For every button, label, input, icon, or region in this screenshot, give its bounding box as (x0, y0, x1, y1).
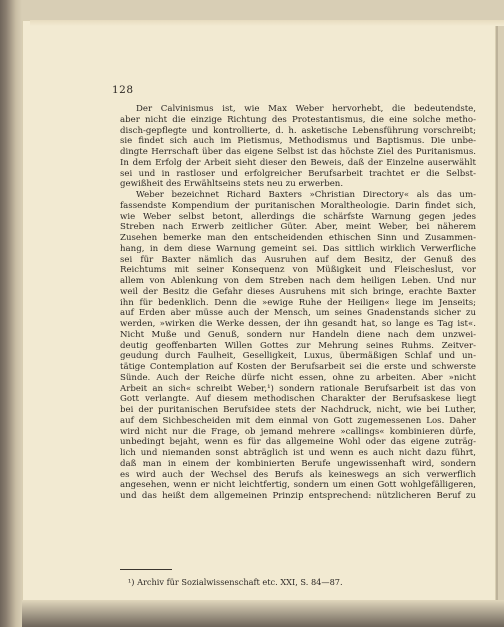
text-line: hang, in dem diese Warnung gemeint sei. Das sittlich wirklich Verwerfliche (120, 243, 476, 254)
text-line: Arbeit an sich« schreibt Weber,¹) sondern rationale Berufsarbeit ist das von (120, 383, 476, 394)
text-line: tätige Contemplation auf Kosten der Berufsarbeit sei die erste und schwerste (120, 362, 476, 372)
text-line: dingte Herrschaft über das eigene Selbst ist das höchste Ziel des Puritanismus. (120, 147, 476, 157)
text-line: fassendste Kompendium der puritanischen Moraltheologie. Darin findet sich, (120, 200, 476, 211)
text-line: auf Erden aber müsse auch der Mensch, um seines Gnadenstands sicher zu (120, 308, 476, 319)
text-line: auf dem Sichbescheiden mit dem einmal von Gott zugemessenen Los. Daher (120, 415, 476, 426)
text-line: gewißheit des Erwähltseins stets neu zu erwerben. (120, 179, 344, 190)
text-line: geudung durch Faulheit, Geselligkeit, Luxus, übermäßigen Schlaf und un- (120, 351, 476, 362)
text-line: deutig geoffenbarten Willen Gottes zur Mehrung seines Ruhms. Zeitver- (120, 340, 476, 351)
text-line: wird nicht nur die Frage, ob jemand mehrere »callings« kombinieren dürfe, (120, 426, 476, 437)
text-line: es wird auch der Wechsel des Berufs als keineswegs an sich verwerflich (120, 469, 476, 480)
text-line: Streben nach Erwerb zeitlicher Güter. Aber, meint Weber, bei näherem (120, 222, 476, 233)
text-line: Sünde. Auch der Reiche dürfe nicht essen, ohne zu arbeiten. Aber »nicht (120, 372, 476, 383)
text-line: und das heißt dem allgemeinen Prinzip entsprechend: nützlicheren Beruf zu (120, 491, 476, 501)
footnote: ¹) Archiv für Sozialwissenschaft etc. XXI, S. 84—87. (128, 577, 343, 587)
text-line: Zusehen bemerke man den entscheidenden ethischen Sinn und Zusammen- (120, 233, 476, 243)
text-line: sei für Baxter nämlich das Ausruhen auf dem Besitz, der Genuß des (120, 254, 476, 265)
text-line: disch-gepflegte und kontrollierte, d. h. asketische Lebensführung vorschreibt; (120, 125, 476, 136)
text-line: Nicht Muße und Genuß, sondern nur Handeln diene nach dem unzwei- (120, 329, 476, 340)
page-top-edge (30, 20, 504, 26)
text-line: lich und niemanden sonst abträglich ist und wenn es auch nicht dazu führt, (120, 448, 476, 458)
text-line: angesehen, wenn er nicht leichtfertig, sondern um einen Gott wohlgefälligeren, (120, 480, 476, 491)
footnote-rule (120, 569, 172, 570)
text-line: Der Calvinismus ist, wie Max Weber hervorhebt, die bedeutendste, (136, 104, 476, 114)
text-line: werden, »wirken die Werke dessen, der ihn gesandt hat, so lange es Tag ist«. (120, 319, 476, 329)
text-line: In dem Erfolg der Arbeit sieht dieser den Beweis, daß der Einzelne auserwählt (120, 157, 476, 168)
text-line: unbedingt bejaht, wenn es für das allgemeine Wohl oder das eigene zuträg- (120, 437, 476, 448)
text-line: daß man in einem der kombinierten Berufe ungewissenhaft wird, sondern (120, 458, 476, 469)
text-line: sei und in rastloser und erfolgreicher Berufsarbeit trachtet er die Selbst- (120, 168, 476, 179)
text-line: Reichtums mit seiner Konsequenz von Müßigkeit und Fleischeslust, vor (120, 265, 476, 276)
page-number: 128 (112, 84, 134, 96)
text-line: weil der Besitz die Gefahr dieses Ausruhens mit sich bringe, erachte Baxter (120, 286, 476, 297)
text-line: wie Weber selbst betont, allerdings die schärfste Warnung gegen jedes (120, 211, 476, 222)
body-text (120, 104, 476, 502)
text-line: Gott verlangte. Auf diesem methodischen Charakter der Berufsaskese liegt (120, 394, 476, 405)
text-line: Weber bezeichnet Richard Baxters »Christian Directory« als das um- (136, 190, 476, 200)
text-line: ihn für bedenklich. Denn die »ewige Ruhe der Heiligen« liege im Jenseits; (120, 297, 476, 308)
text-line: aber nicht die einzige Richtung des Protestantismus, die eine solche metho- (120, 114, 476, 125)
text-line: allem von Ablenkung von dem Streben nach dem heiligen Leben. Und nur (120, 276, 476, 286)
page-bottom-edge (22, 600, 504, 627)
text-line: sie findet sich auch im Pietismus, Methodismus und Baptismus. Die unbe- (120, 136, 476, 147)
text-line: bei der puritanischen Berufsidee stets der Nachdruck, nicht, wie bei Luther, (120, 405, 476, 415)
